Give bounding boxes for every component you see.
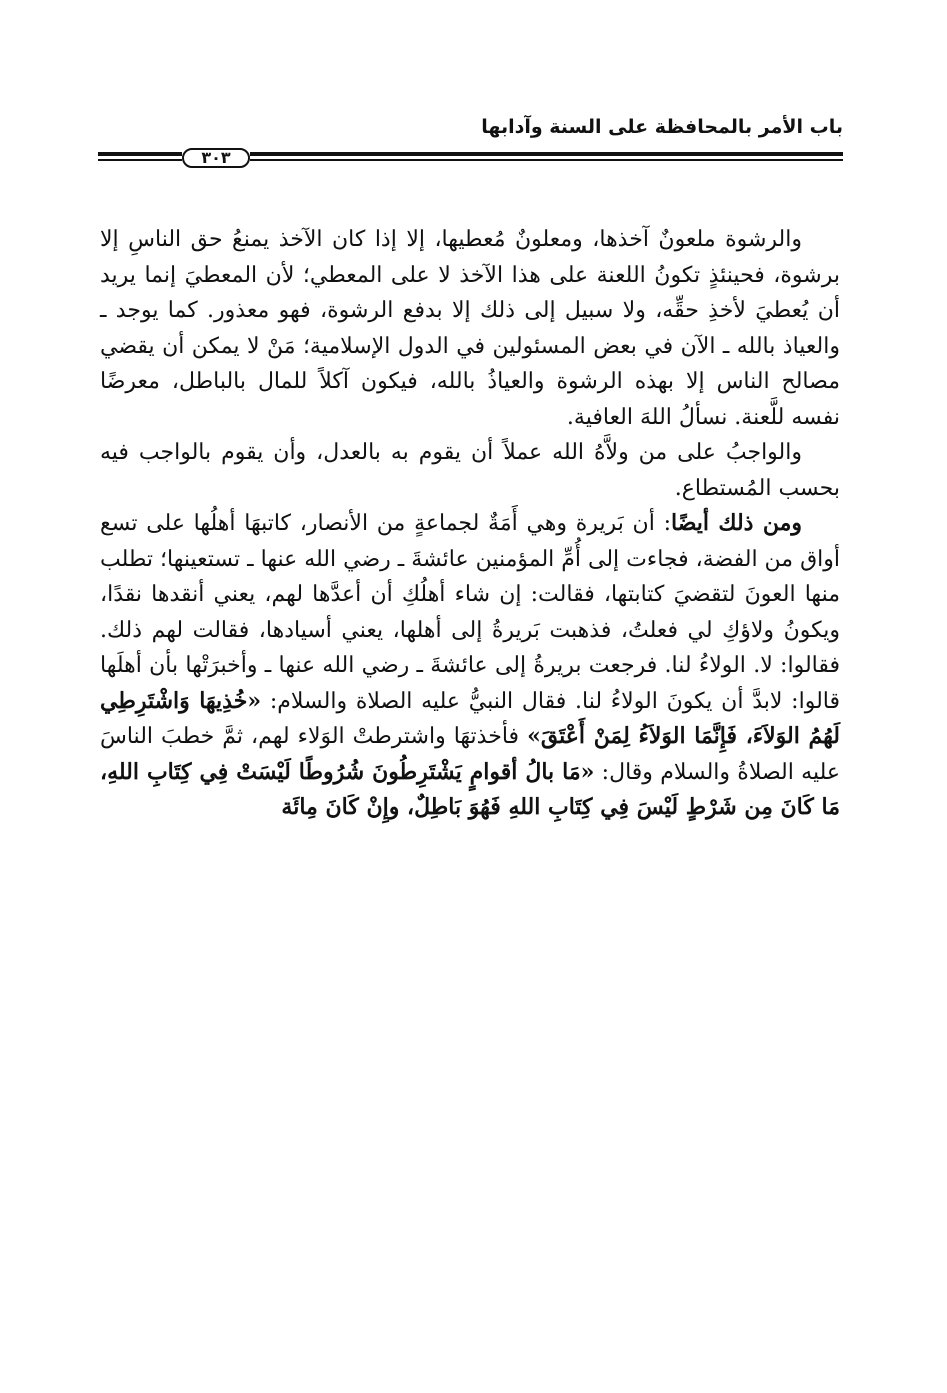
paragraph-barira xyxy=(100,506,840,826)
paragraph-lead: ومن ذلك أيضًا xyxy=(670,510,803,536)
page-header xyxy=(98,112,843,172)
hadith-quote: «خُذِيهَا وَاشْتَرِطِي لَهُمُ الوَلاَءَ، فَإِنَّمَا الوَلاَءُ لِمَنْ أَعْتَقَ» xyxy=(100,687,841,749)
paragraph-bribery xyxy=(100,222,840,435)
header-rule xyxy=(98,148,843,170)
hadith-quote: «مَا بالُ أقوامٍ يَشْتَرِطُونَ شُرُوطًا لَيْسَتْ فِي كِتَابِ اللهِ، مَا كَانَ مِن شَرْطٍ لَيْسَ فِي كِتَابِ اللهِ فَهُوَ بَاطِلٌ، وإِنْ كَانَ مِائَة xyxy=(100,758,840,820)
paragraph-duty xyxy=(100,435,840,506)
paragraph-text: فأخذتهَا واشترطتْ الوَلاء لهم، ثمَّ خطبَ الناسَ عليه الصلاةُ والسلام وقال: xyxy=(100,724,840,785)
paragraph-text: والرشوة ملعونٌ آخذها، ومعلونٌ مُعطيها، إلا إذا كان الآخذ يمنعُ حق الناسِ إلا برشوة، فحينئذٍ تكونُ اللعنة على هذا الآخذ لا على المعطي؛ لأن المعطيَ إنما يريد أن يُعطيَ لأخذِ حقِّه، ولا سبيل إلى ذلك إلا بدفع الرشوة، فهو معذور. كما يوجد ـ والعياذ بالله ـ الآن في بعض المسئولين في الدول الإسلامية؛ مَنْ لا يمكن أن يقضي مصالح الناس إلا بهذه الرشوة والعياذُ بالله، فيكون آكلاً للمال بالباطل، معرضًا نفسه للَّعنة. نسألُ اللهَ العافية. xyxy=(100,227,840,430)
paragraph-text: : أن بَريرة وهي أَمَةٌ لجماعةٍ من الأنصار، كاتبهَا أهلُها على تسع أواق من الفضة، فجاءت إلى أُمِّ المؤمنين عائشةَ ـ رضي الله عنها ـ تستعينها؛ تطلب منها العونَ لتقضيَ كتابتها، فقالت: إن شاء أهلُكِ أن أعدَّها لهم، يعني أنقدها نقدًا، ويكونُ ولاؤكِ لي فعلتُ، فذهبت بَريرةُ إلى أهلها، يعني أسيادها، فقالت لهم ذلك. فقالوا: لا. الولاءُ لنا. فرجعت بريرةُ إلى عائشةَ ـ رضي الله عنها ـ وأخبرَتْها بأن أهلَها قالوا: لابدَّ أن يكونَ الولاءُ لنا. فقال النبيُّ عليه الصلاة والسلام: xyxy=(100,511,840,714)
page-number: ٣٠٣ xyxy=(182,148,250,168)
body-text xyxy=(100,222,840,826)
header-rule-right xyxy=(250,152,843,161)
running-title: باب الأمر بالمحافظة على السنة وآدابها xyxy=(481,116,843,138)
header-rule-left xyxy=(98,152,182,161)
paragraph-text: والواجبُ على من ولاَّهُ الله عملاً أن يقوم به بالعدل، وأن يقوم بالواجب فيه بحسب المُستطاع. xyxy=(100,440,840,501)
